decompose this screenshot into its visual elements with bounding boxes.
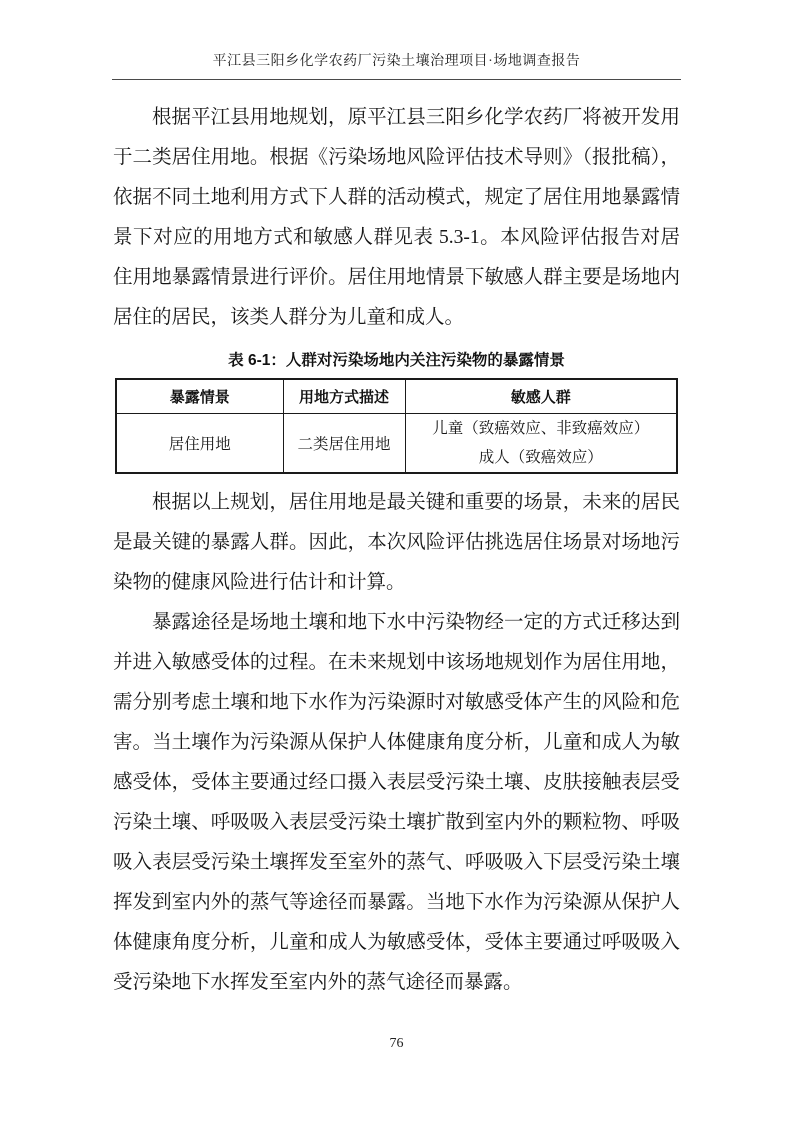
- sensitive-population-adults: 成人（致癌效应）: [478, 448, 603, 466]
- page-number: 76: [389, 1036, 404, 1051]
- page-footer: [0, 1036, 793, 1052]
- header-land-use-description: 用地方式描述: [283, 379, 405, 413]
- header-sensitive-population: 敏感人群: [405, 379, 677, 413]
- table-row: [116, 413, 677, 473]
- header-exposure-scenario: 暴露情景: [116, 379, 283, 413]
- table-header-row: [116, 379, 677, 413]
- sensitive-population-children: 儿童（致癌效应、非致癌效应）: [432, 419, 650, 437]
- cell-sensitive-population: [405, 413, 677, 473]
- exposure-scenario-table: [115, 378, 678, 474]
- cell-exposure-scenario: 居住用地: [116, 413, 283, 473]
- header-title: 平江县三阳乡化学农药厂污染土壤治理项目·场地调查报告: [212, 54, 581, 69]
- paragraph-land-planning: 根据平江县用地规划，原平江县三阳乡化学农药厂将被开发用于二类居住用地。根据《污染场地风险评估技术导则》（报批稿），依据不同土地利用方式下人群的活动模式，规定了居住用地暴露情景下对应的用地方式和敏感人群见表 5.3-1。本风险评估报告对居住用地暴露情景进行评价。居住用地情景下敏感人群主要是场地内居住的居民，该类人群分为儿童和成人。: [113, 107, 680, 328]
- page-header: [112, 50, 681, 80]
- cell-land-use: 二类居住用地: [283, 413, 405, 473]
- table-caption: 表 6-1：人群对污染场地内关注污染物的暴露情景: [228, 352, 565, 369]
- page-content: [113, 98, 680, 1003]
- paragraph-exposure-pathways: 暴露途径是场地土壤和地下水中污染物经一定的方式迁移达到并进入敏感受体的过程。在未来规划中该场地规划作为居住用地，需分别考虑土壤和地下水作为污染源时对敏感受体产生的风险和危害。当土壤作为污染源从保护人体健康角度分析，儿童和成人为敏感受体，受体主要通过经口摄入表层受污染土壤、皮肤接触表层受污染土壤、呼吸吸入表层受污染土壤扩散到室内外的颗粒物、呼吸吸入表层受污染土壤挥发至室外的蒸气、呼吸吸入下层受污染土壤挥发到室内外的蒸气等途径而暴露。当地下水作为污染源从保护人体健康角度分析，儿童和成人为敏感受体，受体主要通过呼吸吸入受污染地下水挥发至室内外的蒸气途径而暴露。: [113, 612, 680, 993]
- paragraph-key-scenario: 根据以上规划，居住用地是最关键和重要的场景，未来的居民是最关键的暴露人群。因此，本次风险评估挑选居住场景对场地污染物的健康风险进行估计和计算。: [113, 492, 680, 593]
